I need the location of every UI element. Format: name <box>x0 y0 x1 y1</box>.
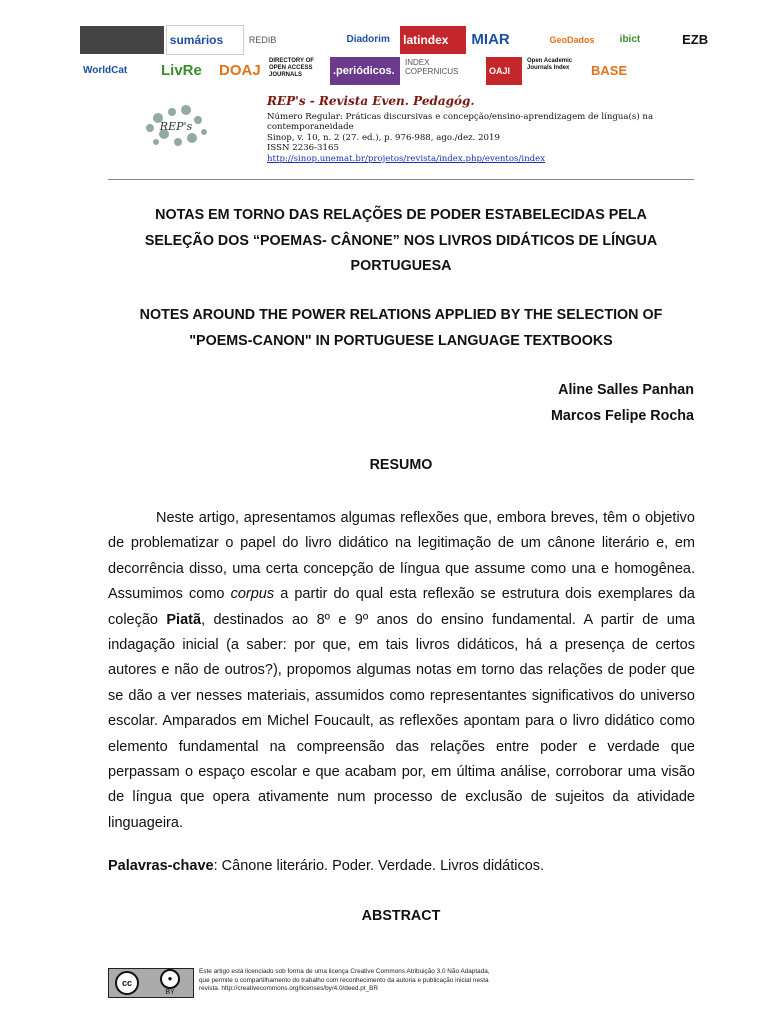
redib-text <box>283 26 342 54</box>
author-name: Aline Salles Panhan <box>558 382 694 398</box>
title-pt-line: NOTAS EM TORNO DAS RELAÇÕES DE PODER ESTABELECIDAS PELA <box>155 207 647 223</box>
livre-logo: LivRe <box>161 62 202 79</box>
journal-volume: Sinop, v. 10, n. 2 (27. ed.), p. 976-988, ago./dez. 2019 <box>267 132 500 143</box>
journal-info <box>267 96 657 164</box>
doaj-logo: DOAJ <box>219 62 261 79</box>
resumo-corpus-term: corpus <box>230 586 275 603</box>
resumo-text: , destinados ao 8º e 9º anos do ensino fundamental. A partir de uma indagação inicial (a saber: por que, em tais livros didáticos, há a presença de certos autores e não de outros?), propomos algumas notas em torno das relações de poder que se dão a ver nesses materiais, assumidos como representantes significativos do universo escolar. Amparados em Michel Foucault, as reflexões apontam para o livro didático como elemento fundamental na compreensão das relações entre poder e verdade que perpassam o espaço escolar e que acabam por, em última análise, corroborar uma visão de língua que opera ativamente num processo de exclusão de sujeitos da atividade linguageira. <box>108 611 695 831</box>
keywords-label: Palavras-chave <box>108 858 214 874</box>
journal-logo <box>142 100 210 150</box>
header-divider <box>108 179 694 180</box>
title-pt-line: SELEÇÃO DOS “POEMAS- CÂNONE” NOS LIVROS DIDÁTICOS DE LÍNGUA <box>144 232 658 249</box>
ibict-logo: ibict <box>619 34 641 45</box>
creative-commons-badge[interactable] <box>108 968 194 998</box>
latindex-logo: latindex <box>400 26 466 54</box>
oaji-logo: OAJI <box>486 57 522 85</box>
journal-title: REP's - Revista Even. Pedagóg. <box>267 94 475 108</box>
title-en-line: "POEMS-CANON" IN PORTUGUESE LANGUAGE TEXTBOOKS <box>189 332 613 349</box>
doaj-caption: DIRECTORY OF OPEN ACCESS JOURNALS <box>269 57 314 78</box>
journal-url-link[interactable]: http://sinop.unemat.br/projetos/revista/index.php/eventos/index <box>267 153 546 164</box>
journal-logo-text: REP's <box>159 120 193 133</box>
keywords-text: : Cânone literário. Poder. Verdade. Livros didáticos. <box>213 858 545 874</box>
title-en-line: NOTES AROUND THE POWER RELATIONS APPLIED BY THE SELECTION OF <box>139 307 663 323</box>
ezb-logo: EZB <box>682 32 709 47</box>
sumarios-logo: sumários <box>166 25 244 55</box>
base-logo: BASE <box>591 63 628 78</box>
redib-logo: REDIB <box>248 35 277 45</box>
journal-issn: ISSN 2236-3165 <box>267 143 339 153</box>
resumo-collection-name: Piatã <box>166 611 202 628</box>
indexer-logos-row-1 <box>80 25 726 55</box>
person-icon: ● <box>160 969 180 989</box>
author-name: Marcos Felipe Rocha <box>550 408 694 424</box>
license-line: Este artigo está licenciado sob forma de uma licença Creative Commons Atribuição 3.0 Não Adaptada, <box>199 968 490 975</box>
keywords <box>108 858 695 874</box>
diadorim-logo: Diadorim <box>346 34 390 45</box>
article-title-pt <box>108 203 694 280</box>
abstract-heading: ABSTRACT <box>361 908 441 924</box>
miar-logo: MIAR <box>471 31 510 48</box>
periodicos-logo: .periódicos. <box>330 57 400 85</box>
indexer-logo <box>80 26 164 54</box>
geodados-logo: GeoDados <box>549 35 595 45</box>
index-copernicus-logo: INDEX COPERNICUS <box>405 57 459 76</box>
title-pt-line: PORTUGUESA <box>350 258 452 274</box>
oaji-caption: Open Academic Journals Index <box>527 57 573 71</box>
article-title-en <box>108 303 694 354</box>
resumo-heading: RESUMO <box>369 457 433 473</box>
resumo-body <box>108 506 695 836</box>
attribution-icon <box>153 969 187 997</box>
license-line: revista. http://creativecommons.org/licenses/by/4.0/deed.pt_BR <box>199 985 379 993</box>
indexer-logos-row-2 <box>80 56 726 86</box>
resumo-text: Neste artigo, apresentamos algumas reflexões que, embora breves, têm o objetivo de problematizar o papel do livro didático na legitimação de um cânone literário e, em decorrência disso, uma certa concepção de língua que assume como una e homogênea. Assumimos como <box>108 510 695 603</box>
cc-icon: cc <box>115 971 139 995</box>
license-line: que permite o compartilhamento do trabalho com reconhecimento da autoria e publicação inicial nesta <box>199 976 489 984</box>
resumo-text: a partir do qual esta reflexão se estrutura dois exemplares da coleção <box>108 586 695 628</box>
by-label: BY <box>165 989 175 996</box>
license-text <box>199 968 509 994</box>
worldcat-logo: WorldCat <box>83 65 128 76</box>
journal-issue: Número Regular: Práticas discursivas e concepção/ensino-aprendizagem de língua(s) na contemporaneidade <box>267 111 654 132</box>
